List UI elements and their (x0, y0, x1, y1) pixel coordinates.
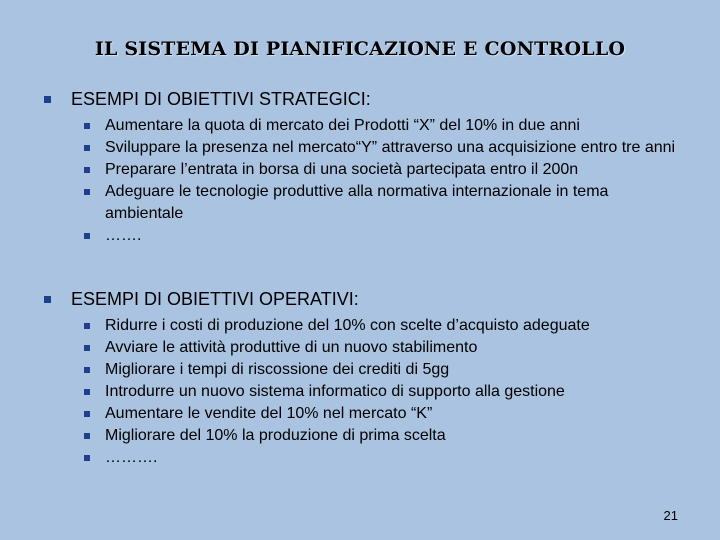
section-operational-objectives (40, 288, 680, 469)
square-bullet-icon (84, 433, 90, 439)
square-bullet-icon (84, 455, 90, 461)
list-item (84, 181, 680, 225)
list-item (84, 359, 680, 381)
list-item-text: ……. (105, 227, 142, 244)
strategic-objectives-list (40, 115, 680, 247)
list-item (84, 315, 680, 337)
square-bullet-icon (44, 96, 51, 103)
slide-title: IL SISTEMA DI PIANIFICAZIONE E CONTROLLO (94, 38, 626, 60)
square-bullet-icon (84, 145, 90, 151)
list-item (84, 137, 680, 159)
list-item-text: Preparare l’entrata in borsa di una società partecipata entro il 200n (105, 161, 579, 178)
list-item (84, 159, 680, 181)
square-bullet-icon (84, 167, 90, 173)
list-item (84, 381, 680, 403)
section-heading-row (40, 288, 680, 310)
list-item (84, 225, 680, 247)
square-bullet-icon (84, 389, 90, 395)
list-item-text: Avviare le attività produttive di un nuovo stabilimento (105, 339, 478, 356)
square-bullet-icon (84, 189, 90, 195)
list-item (84, 447, 680, 469)
section-heading: ESEMPI DI OBIETTIVI STRATEGICI: (71, 89, 371, 109)
square-bullet-icon (84, 411, 90, 417)
page-number: 21 (663, 508, 678, 523)
list-item-text: Migliorare del 10% la produzione di prima scelta (105, 427, 446, 444)
section-heading: ESEMPI DI OBIETTIVI OPERATIVI: (71, 289, 359, 309)
list-item-text: Adeguare le tecnologie produttive alla normativa internazionale in tema ambientale (105, 183, 609, 222)
list-item-text: Aumentare le vendite del 10% nel mercato “K” (105, 405, 433, 422)
section-heading-row (40, 88, 680, 110)
square-bullet-icon (44, 296, 51, 303)
list-item-text: Ridurre i costi di produzione del 10% con scelte d’acquisto adeguate (105, 317, 590, 334)
section-strategic-objectives (40, 88, 680, 247)
operational-objectives-list (40, 315, 680, 469)
list-item-text: Sviluppare la presenza nel mercato“Y” attraverso una acquisizione entro tre anni (105, 139, 676, 156)
square-bullet-icon (84, 323, 90, 329)
list-item (84, 403, 680, 425)
list-item (84, 337, 680, 359)
list-item (84, 425, 680, 447)
list-item-text: Migliorare i tempi di riscossione dei crediti di 5gg (105, 361, 450, 378)
square-bullet-icon (84, 367, 90, 373)
list-item (84, 115, 680, 137)
square-bullet-icon (84, 233, 90, 239)
square-bullet-icon (84, 123, 90, 129)
list-item-text: Introdurre un nuovo sistema informatico di supporto alla gestione (105, 383, 565, 400)
square-bullet-icon (84, 345, 90, 351)
list-item-text: ………. (105, 449, 158, 466)
list-item-text: Aumentare la quota di mercato dei Prodotti “X” del 10% in due anni (105, 117, 580, 134)
